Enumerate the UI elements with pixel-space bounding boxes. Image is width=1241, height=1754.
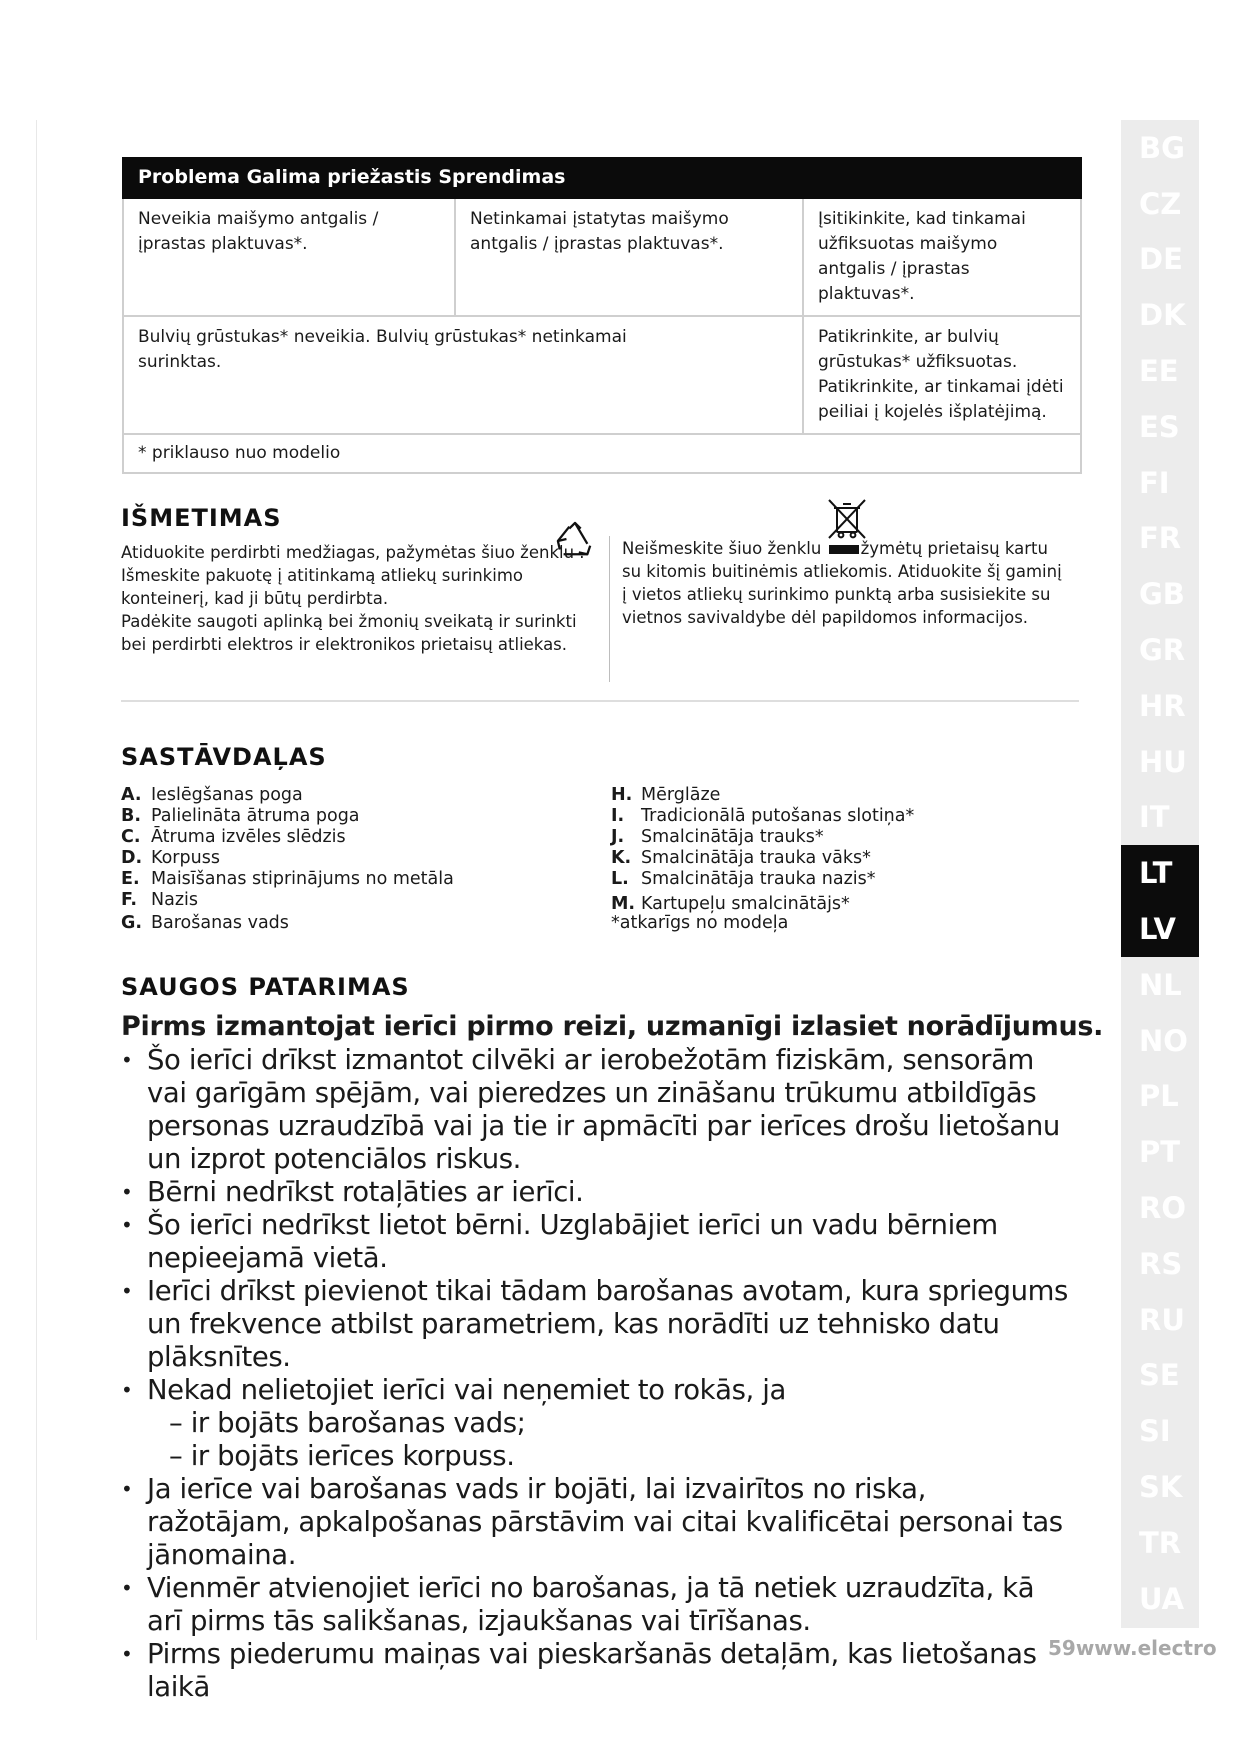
table-row bbox=[123, 316, 1081, 434]
list-item: F. Nazis bbox=[121, 890, 198, 910]
components-list-right bbox=[611, 785, 914, 915]
list-item: D. Korpuss bbox=[121, 848, 220, 868]
crossed-bin-icon bbox=[826, 498, 868, 542]
language-tab-cz[interactable]: CZ bbox=[1139, 186, 1182, 221]
language-tab-dk[interactable]: DK bbox=[1139, 298, 1186, 333]
language-tab-gb[interactable]: GB bbox=[1139, 577, 1185, 612]
language-tab-ru[interactable]: RU bbox=[1139, 1302, 1185, 1337]
disposal-right-text bbox=[622, 537, 1062, 629]
language-tab-gr[interactable]: GR bbox=[1139, 633, 1186, 668]
language-tab-es[interactable]: ES bbox=[1139, 409, 1180, 444]
language-tab-si[interactable]: SI bbox=[1139, 1414, 1171, 1449]
language-tab-se[interactable]: SE bbox=[1139, 1358, 1180, 1393]
components-title: SASTĀVDAĻAS bbox=[121, 743, 327, 771]
disposal-left-text bbox=[121, 541, 601, 656]
disposal-paragraph bbox=[622, 537, 1062, 629]
list-item-text: Nekad nelietojiet ierīci vai neņemiet to rokās, ja bbox=[147, 1374, 786, 1406]
language-tab-lt[interactable]: LT bbox=[1121, 845, 1199, 901]
list-item: M. Kartupeļu smalcinātājs* bbox=[611, 894, 850, 914]
language-tab-ee[interactable]: EE bbox=[1139, 354, 1179, 389]
bar-symbol-icon bbox=[829, 545, 859, 554]
list-item: H. Mērglāze bbox=[611, 785, 721, 805]
sub-item: – ir bojāts barošanas vads; bbox=[169, 1407, 526, 1439]
table-note: * priklauso nuo modelio bbox=[123, 434, 1081, 473]
table-header-empty bbox=[803, 158, 1081, 198]
list-item: B. Palielināta ātruma poga bbox=[121, 806, 360, 826]
list-item: • Bērni nedrīkst rotaļāties ar ierīci. bbox=[121, 1176, 1071, 1209]
problem-cell: Neveikia maišymo antgalis / įprastas plaktuvas*. bbox=[123, 198, 455, 316]
list-item: • Pirms piederumu maiņas vai pieskaršanās detaļām, kas lietošanas laikā bbox=[121, 1638, 1071, 1704]
language-tab-ro[interactable]: RO bbox=[1139, 1191, 1186, 1226]
disposal-divider bbox=[609, 536, 610, 682]
language-tab-hr[interactable]: HR bbox=[1139, 688, 1186, 723]
language-tab-pl[interactable]: PL bbox=[1139, 1079, 1179, 1114]
list-item: • Šo ierīci nedrīkst lietot bērni. Uzglabājiet ierīci un vadu bērniem nepieejamā vietā. bbox=[121, 1209, 1071, 1275]
list-item: C. Ātruma izvēles slēdzis bbox=[121, 827, 346, 847]
cause-cell: Netinkamai įstatytas maišymo antgalis / įprastas plaktuvas*. bbox=[455, 198, 803, 316]
list-item: J. Smalcinātāja trauks* bbox=[611, 827, 824, 847]
margin-rule bbox=[36, 120, 37, 1640]
components-list-left bbox=[121, 785, 454, 934]
language-tab-rs[interactable]: RS bbox=[1139, 1246, 1183, 1281]
list-item: • Ierīci drīkst pievienot tikai tādam barošanas avotam, kura spriegums un frekvence atbilst parametriem, kas norādīti uz tehnisko datu plāksnītes. bbox=[121, 1275, 1071, 1374]
language-tab-fi[interactable]: FI bbox=[1139, 465, 1170, 500]
disposal-paragraph: Padėkite saugoti aplinką bei žmonių sveikatą ir surinkti bei perdirbti elektros ir elektronikos prietaisų atliekas. bbox=[121, 612, 577, 654]
language-tab-no[interactable]: NO bbox=[1139, 1023, 1188, 1058]
list-item: • Šo ierīci drīkst izmantot cilvēki ar ierobežotām fiziskām, sensorām vai garīgām spējām, vai pieredzes un zināšanu trūkumu atbildīgās personas uzraudzībā vai ja tie ir apmācīti par ierīces drošu lietošanu un izprot potenciālos riskus. bbox=[121, 1044, 1071, 1176]
table-header: Problema Galima priežastis Sprendimas bbox=[123, 158, 803, 198]
language-tab-pt[interactable]: PT bbox=[1139, 1135, 1181, 1170]
solution-cell: Patikrinkite, ar bulvių grūstukas* užfiksuotas. Patikrinkite, ar tinkamai įdėti peiliai į kojelės išplatėjimą. bbox=[803, 316, 1081, 434]
language-tab-hu[interactable]: HU bbox=[1139, 744, 1187, 779]
language-tabs bbox=[1121, 120, 1199, 1628]
table-row bbox=[123, 198, 1081, 316]
disposal-title: IŠMETIMAS bbox=[121, 504, 282, 532]
problem-cause-cell bbox=[123, 316, 803, 434]
list-item: G. Barošanas vads bbox=[121, 913, 289, 933]
section-divider bbox=[121, 700, 1079, 702]
list-item: I. Tradicionālā putošanas slotiņa* bbox=[611, 806, 915, 826]
language-tab-tr[interactable]: TR bbox=[1139, 1525, 1182, 1560]
list-item: A. Ieslēgšanas poga bbox=[121, 785, 303, 805]
solution-cell: Įsitikinkite, kad tinkamai užfiksuotas maišymo antgalis / įprastas plaktuvas*. bbox=[803, 198, 1081, 316]
language-tab-it[interactable]: IT bbox=[1139, 800, 1170, 835]
list-item bbox=[121, 1374, 1071, 1473]
language-tab-de[interactable]: DE bbox=[1139, 242, 1183, 277]
disposal-text-pre: Neišmeskite šiuo ženklu bbox=[622, 539, 827, 558]
disposal-paragraph: Atiduokite perdirbti medžiagas, pažymėtas šiuo ženklu . Išmeskite pakuotę į atitinkamą atliekų surinkimo konteinerį, kad ji būtų perdirbta. bbox=[121, 543, 585, 608]
disposal-text-post: žymėtų prietaisų kartu su kitomis buitinėmis atliekomis. Atiduokite šį gaminį į vietos atliekų surinkimo punktą arba susisiekite su vietnos savivaldybe dėl papildomos informacijos. bbox=[622, 539, 1062, 627]
language-tab-fr[interactable]: FR bbox=[1139, 521, 1182, 556]
components-note: *atkarīgs no modeļa bbox=[611, 913, 789, 933]
table-header-row bbox=[123, 158, 1081, 198]
list-item: K. Smalcinātāja trauka vāks* bbox=[611, 848, 871, 868]
language-tab-nl[interactable]: NL bbox=[1139, 967, 1182, 1002]
list-item: • Ja ierīce vai barošanas vads ir bojāti, lai izvairītos no riska, ražotājam, apkalpošanas pārstāvim vai citai kvalificētai personai tas jānomaina. bbox=[121, 1473, 1071, 1572]
sub-item: – ir bojāts ierīces korpuss. bbox=[169, 1440, 515, 1472]
language-tab-lv[interactable]: LV bbox=[1121, 901, 1199, 957]
table-note-row bbox=[123, 434, 1081, 473]
safety-list bbox=[121, 1044, 1071, 1704]
language-tab-bg[interactable]: BG bbox=[1139, 130, 1185, 165]
list-item: L. Smalcinātāja trauka nazis* bbox=[611, 869, 876, 889]
language-tab-ua[interactable]: UA bbox=[1139, 1581, 1185, 1616]
list-item: • Vienmēr atvienojiet ierīci no barošanas, ja tā netiek uzraudzīta, kā arī pirms tās salikšanas, izjaukšanas vai tīrīšanas. bbox=[121, 1572, 1071, 1638]
page-footer: 59www.electro bbox=[1048, 1636, 1217, 1660]
problem-text: Bulvių grūstukas* neveikia. Bulvių grūstukas* netinkamai surinktas. bbox=[138, 327, 627, 372]
troubleshooting-table bbox=[122, 157, 1082, 474]
safety-lead: Pirms izmantojat ierīci pirmo reizi, uzmanīgi izlasiet norādījumus. bbox=[121, 1011, 1104, 1042]
safety-title: SAUGOS PATARIMAS bbox=[121, 973, 410, 1001]
language-tab-sk[interactable]: SK bbox=[1139, 1470, 1183, 1505]
list-item: E. Maisīšanas stiprinājums no metāla bbox=[121, 869, 454, 889]
